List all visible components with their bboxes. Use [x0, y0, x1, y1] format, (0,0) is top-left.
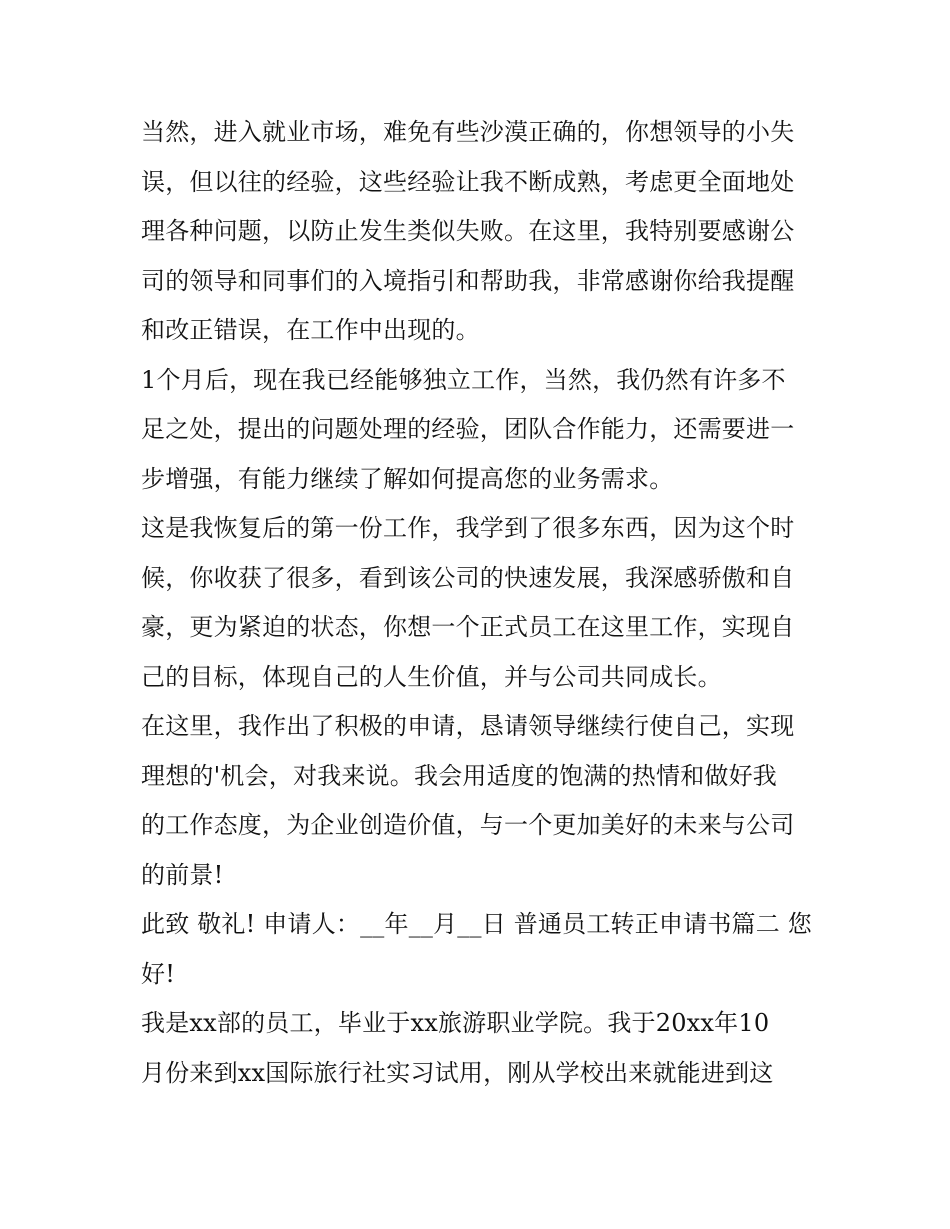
body-text — [141, 108, 811, 1098]
text-line: 理想的'机会，对我来说。我会用适度的饱满的热情和做好我 — [141, 761, 777, 790]
text-line: 司的领导和同事们的入境指引和帮助我，非常感谢你给我提醒 — [141, 266, 795, 295]
text-line: 候，你收获了很多，看到该公司的快速发展，我深感骄傲和自 — [141, 563, 795, 592]
text-line: 我是xx部的员工，毕业于xx旅游职业学院。我于20xx年10 — [141, 1009, 770, 1037]
text-line: 这是我恢复后的第一份工作，我学到了很多东西，因为这个时 — [141, 514, 795, 542]
text-line: 误，但以往的经验，这些经验让我不断成熟，考虑更全面地处 — [141, 167, 795, 196]
text-line: 此致 敬礼! 申请人：__年__月__日 普通员工转正申请书篇二 您 — [141, 910, 812, 938]
text-line: 的前景! — [141, 860, 224, 889]
text-line: 当然，进入就业市场，难免有些沙漠正确的，你想领导的小失 — [141, 118, 795, 146]
text-line: 步增强，有能力继续了解如何提高您的业务需求。 — [141, 464, 674, 493]
text-line: 和改正错误，在工作中出现的。 — [141, 316, 480, 344]
text-line: 豪，更为紧迫的状态，你想一个正式员工在这里工作，实现自 — [141, 613, 795, 641]
text-line: 在这里，我作出了积极的申请，恳请领导继续行使自己，实现 — [141, 712, 795, 740]
text-line: 足之处，提出的问题处理的经验，团队合作能力，还需要进一 — [141, 415, 795, 443]
text-line: 月份来到xx国际旅行社实习试用，刚从学校出来就能进到这 — [141, 1058, 774, 1087]
text-line: 己的目标，体现自己的人生价值，并与公司共同成长。 — [141, 662, 722, 691]
text-line: 的工作态度，为企业创造价值，与一个更加美好的未来与公司 — [141, 811, 795, 839]
text-line: 好! — [141, 959, 176, 988]
text-line: 1个月后，现在我已经能够独立工作，当然，我仍然有许多不 — [141, 365, 786, 394]
text-line: 理各种问题，以防止发生类似失败。在这里，我特别要感谢公 — [141, 217, 795, 245]
